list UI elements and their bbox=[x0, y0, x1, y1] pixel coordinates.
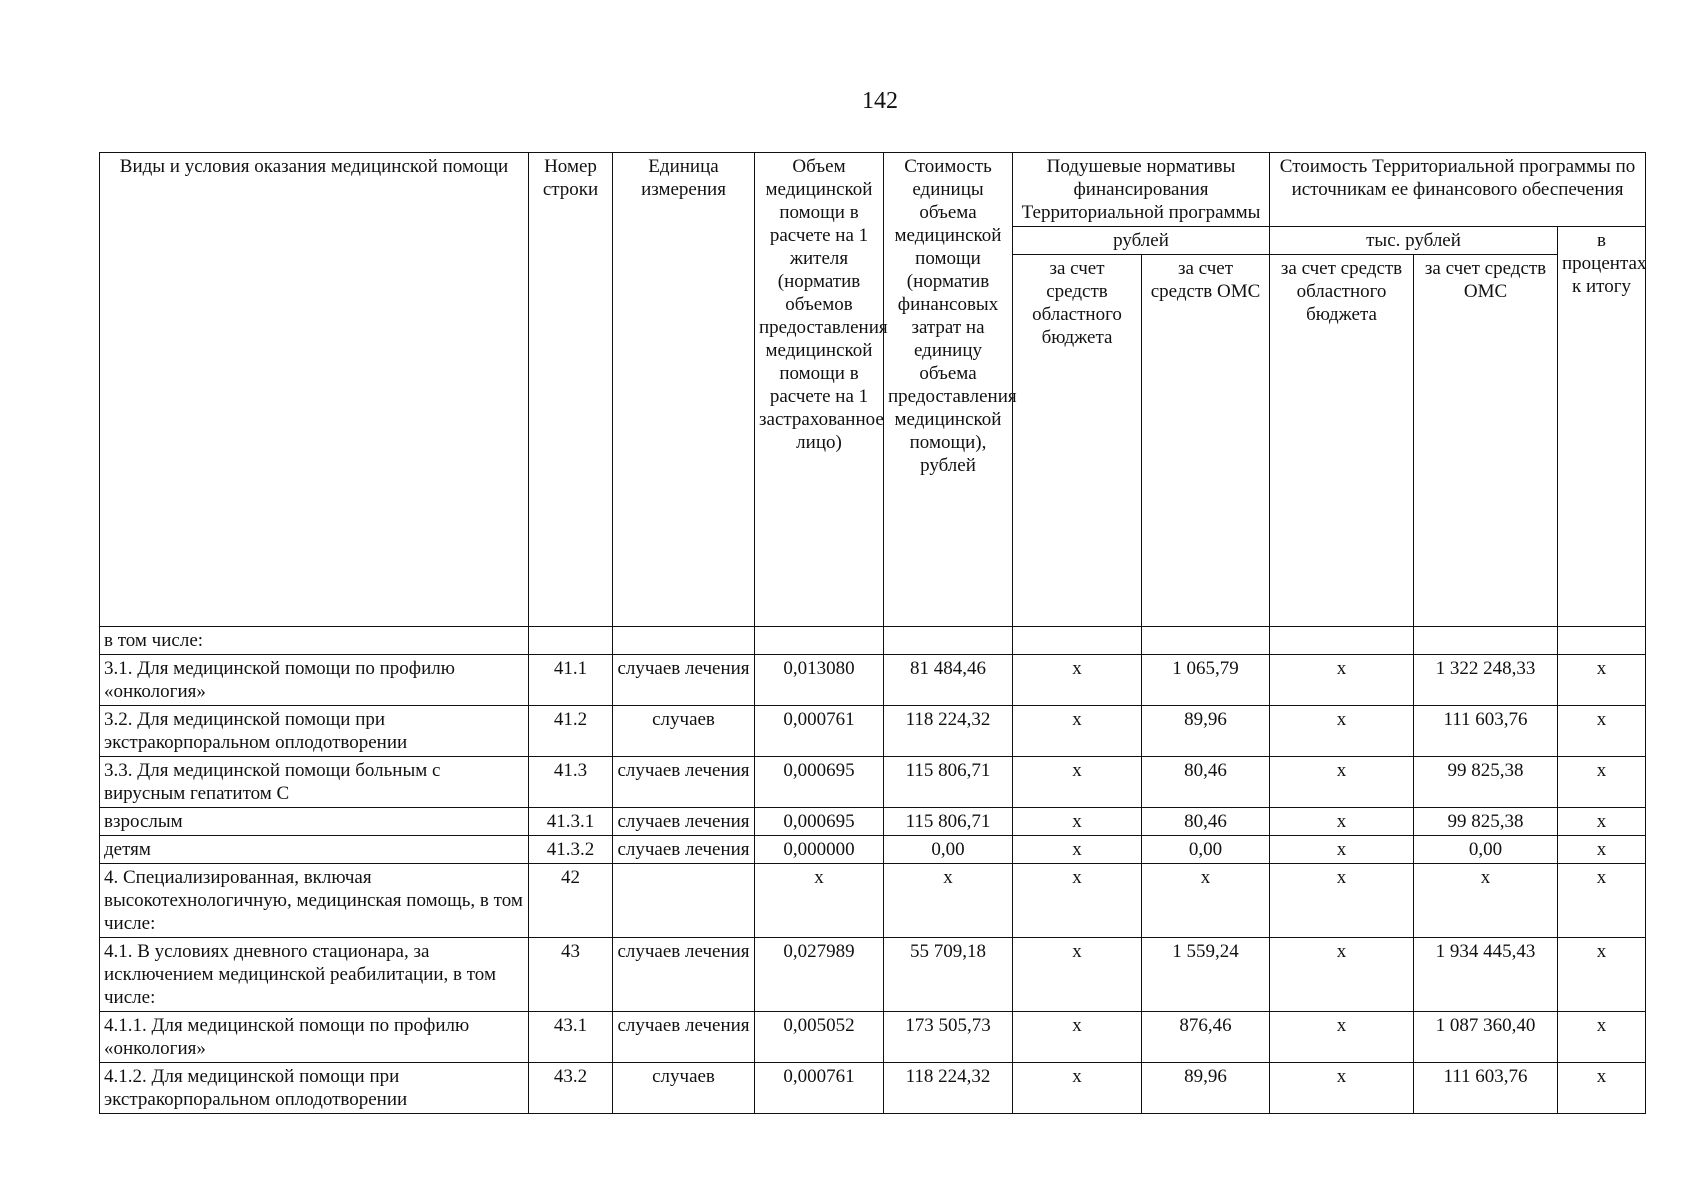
row-unit: случаев лечения bbox=[613, 836, 755, 864]
row-percent: x bbox=[1558, 836, 1646, 864]
row-cost: x bbox=[884, 864, 1013, 938]
row-total-regional: x bbox=[1270, 1063, 1414, 1114]
header-row-number: Номер строки bbox=[529, 153, 613, 627]
row-percapita-oms bbox=[1142, 627, 1270, 655]
row-total-oms: 1 087 360,40 bbox=[1414, 1012, 1558, 1063]
row-unit bbox=[613, 864, 755, 938]
row-number: 41.3.2 bbox=[529, 836, 613, 864]
header-regional-budget: за счет средств областного бюджета bbox=[1013, 255, 1142, 627]
row-name: взрослым bbox=[100, 808, 529, 836]
header-regional-budget-total: за счет средств областного бюджета bbox=[1270, 255, 1414, 627]
row-total-oms: 0,00 bbox=[1414, 836, 1558, 864]
row-cost: 81 484,46 bbox=[884, 655, 1013, 706]
row-volume: 0,013080 bbox=[755, 655, 884, 706]
row-unit: случаев лечения bbox=[613, 808, 755, 836]
row-number: 43.2 bbox=[529, 1063, 613, 1114]
table-row bbox=[100, 757, 1646, 808]
row-number: 42 bbox=[529, 864, 613, 938]
row-total-oms bbox=[1414, 627, 1558, 655]
row-number: 43.1 bbox=[529, 1012, 613, 1063]
row-name: 3.3. Для медицинской помощи больным с вирусным гепатитом С bbox=[100, 757, 529, 808]
row-unit: случаев лечения bbox=[613, 938, 755, 1012]
table-row bbox=[100, 627, 1646, 655]
row-volume: 0,000695 bbox=[755, 757, 884, 808]
row-total-oms: x bbox=[1414, 864, 1558, 938]
row-percapita-regional: x bbox=[1013, 757, 1142, 808]
header-percent: в процентах к итогу bbox=[1558, 227, 1646, 627]
row-volume: 0,000761 bbox=[755, 1063, 884, 1114]
row-cost: 115 806,71 bbox=[884, 757, 1013, 808]
row-name: 4. Специализированная, включая высокотехнологичную, медицинская помощь, в том числе: bbox=[100, 864, 529, 938]
row-total-oms: 99 825,38 bbox=[1414, 757, 1558, 808]
row-percapita-regional: x bbox=[1013, 706, 1142, 757]
row-percapita-regional: x bbox=[1013, 655, 1142, 706]
row-number bbox=[529, 627, 613, 655]
row-volume bbox=[755, 627, 884, 655]
row-percapita-oms: x bbox=[1142, 864, 1270, 938]
row-total-oms: 1 322 248,33 bbox=[1414, 655, 1558, 706]
table-row bbox=[100, 655, 1646, 706]
row-unit: случаев лечения bbox=[613, 757, 755, 808]
row-volume: 0,000695 bbox=[755, 808, 884, 836]
row-percent: x bbox=[1558, 757, 1646, 808]
row-percent: x bbox=[1558, 1012, 1646, 1063]
row-name: детям bbox=[100, 836, 529, 864]
row-percent: x bbox=[1558, 864, 1646, 938]
row-cost: 55 709,18 bbox=[884, 938, 1013, 1012]
row-percapita-oms: 876,46 bbox=[1142, 1012, 1270, 1063]
row-total-regional: x bbox=[1270, 808, 1414, 836]
header-oms: за счет средств ОМС bbox=[1142, 255, 1270, 627]
table-header bbox=[100, 153, 1646, 627]
row-cost: 118 224,32 bbox=[884, 706, 1013, 757]
row-percapita-regional: x bbox=[1013, 836, 1142, 864]
row-percapita-regional: x bbox=[1013, 938, 1142, 1012]
row-volume: x bbox=[755, 864, 884, 938]
row-total-oms: 111 603,76 bbox=[1414, 1063, 1558, 1114]
row-name: 4.1.2. Для медицинской помощи при экстракорпоральном оплодотворении bbox=[100, 1063, 529, 1114]
row-number: 41.1 bbox=[529, 655, 613, 706]
row-percent: x bbox=[1558, 655, 1646, 706]
row-percent: x bbox=[1558, 1063, 1646, 1114]
row-unit: случаев лечения bbox=[613, 655, 755, 706]
row-percapita-regional: x bbox=[1013, 1063, 1142, 1114]
row-percapita-oms: 89,96 bbox=[1142, 1063, 1270, 1114]
row-percapita-oms: 80,46 bbox=[1142, 757, 1270, 808]
header-oms-total: за счет средств ОМС bbox=[1414, 255, 1558, 627]
header-percapita-unit: рублей bbox=[1013, 227, 1270, 255]
table-row bbox=[100, 938, 1646, 1012]
row-cost: 115 806,71 bbox=[884, 808, 1013, 836]
table-row bbox=[100, 1012, 1646, 1063]
row-percapita-oms: 0,00 bbox=[1142, 836, 1270, 864]
header-total-unit: тыс. рублей bbox=[1270, 227, 1558, 255]
table-row bbox=[100, 706, 1646, 757]
row-total-regional: x bbox=[1270, 655, 1414, 706]
table-row bbox=[100, 836, 1646, 864]
row-number: 41.2 bbox=[529, 706, 613, 757]
row-cost: 0,00 bbox=[884, 836, 1013, 864]
header-percapita-group: Подушевые нормативы финансирования Территориальной программы bbox=[1013, 153, 1270, 227]
row-number: 41.3 bbox=[529, 757, 613, 808]
table-row bbox=[100, 808, 1646, 836]
row-name: 3.2. Для медицинской помощи при экстракорпоральном оплодотворении bbox=[100, 706, 529, 757]
row-percapita-regional bbox=[1013, 627, 1142, 655]
row-number: 43 bbox=[529, 938, 613, 1012]
row-volume: 0,005052 bbox=[755, 1012, 884, 1063]
page-number: 142 bbox=[862, 88, 898, 114]
row-name: 3.1. Для медицинской помощи по профилю «онкология» bbox=[100, 655, 529, 706]
header-kind: Виды и условия оказания медицинской помощи bbox=[100, 153, 529, 627]
financing-table bbox=[99, 152, 1646, 1114]
row-total-oms: 99 825,38 bbox=[1414, 808, 1558, 836]
row-volume: 0,027989 bbox=[755, 938, 884, 1012]
row-total-regional: x bbox=[1270, 836, 1414, 864]
table-row bbox=[100, 1063, 1646, 1114]
row-unit: случаев bbox=[613, 706, 755, 757]
row-unit: случаев лечения bbox=[613, 1012, 755, 1063]
row-total-oms: 111 603,76 bbox=[1414, 706, 1558, 757]
row-name: в том числе: bbox=[100, 627, 529, 655]
row-total-regional: x bbox=[1270, 1012, 1414, 1063]
row-total-regional: x bbox=[1270, 757, 1414, 808]
row-volume: 0,000000 bbox=[755, 836, 884, 864]
row-unit: случаев bbox=[613, 1063, 755, 1114]
row-name: 4.1.1. Для медицинской помощи по профилю «онкология» bbox=[100, 1012, 529, 1063]
row-unit bbox=[613, 627, 755, 655]
row-cost: 173 505,73 bbox=[884, 1012, 1013, 1063]
row-percent: x bbox=[1558, 706, 1646, 757]
row-volume: 0,000761 bbox=[755, 706, 884, 757]
row-percent: x bbox=[1558, 938, 1646, 1012]
row-percapita-oms: 1 559,24 bbox=[1142, 938, 1270, 1012]
row-percapita-oms: 1 065,79 bbox=[1142, 655, 1270, 706]
header-unit: Единица измерения bbox=[613, 153, 755, 627]
row-percapita-regional: x bbox=[1013, 1012, 1142, 1063]
row-total-oms: 1 934 445,43 bbox=[1414, 938, 1558, 1012]
header-volume: Объем медицинской помощи в расчете на 1 жителя (норматив объемов предоставления медицинской помощи в расчете на 1 застрахованное лицо) bbox=[755, 153, 884, 627]
table-row bbox=[100, 864, 1646, 938]
header-cost: Стоимость единицы объема медицинской помощи (норматив финансовых затрат на единицу объема предоставления медицинской помощи), рублей bbox=[884, 153, 1013, 627]
row-total-regional: x bbox=[1270, 706, 1414, 757]
row-percapita-oms: 80,46 bbox=[1142, 808, 1270, 836]
row-percapita-oms: 89,96 bbox=[1142, 706, 1270, 757]
row-total-regional bbox=[1270, 627, 1414, 655]
row-percapita-regional: x bbox=[1013, 808, 1142, 836]
row-number: 41.3.1 bbox=[529, 808, 613, 836]
row-cost bbox=[884, 627, 1013, 655]
table-body bbox=[100, 627, 1646, 1114]
row-percent: x bbox=[1558, 808, 1646, 836]
row-percent bbox=[1558, 627, 1646, 655]
row-name: 4.1. В условиях дневного стационара, за исключением медицинской реабилитации, в том числе: bbox=[100, 938, 529, 1012]
row-percapita-regional: x bbox=[1013, 864, 1142, 938]
row-total-regional: x bbox=[1270, 864, 1414, 938]
row-total-regional: x bbox=[1270, 938, 1414, 1012]
row-cost: 118 224,32 bbox=[884, 1063, 1013, 1114]
header-total-group: Стоимость Территориальной программы по источникам ее финансового обеспечения bbox=[1270, 153, 1646, 227]
